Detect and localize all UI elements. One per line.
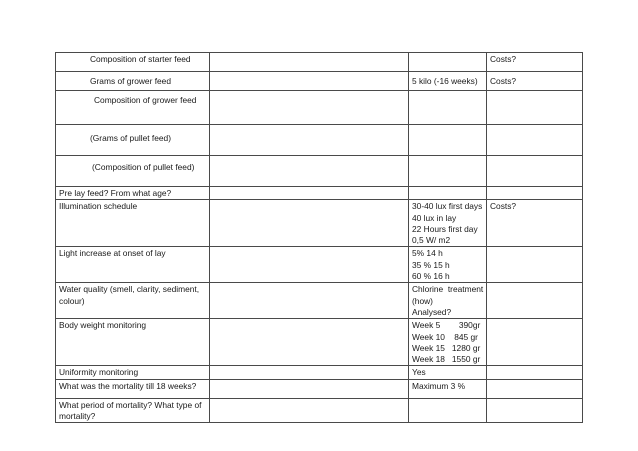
costs-cell <box>487 379 583 398</box>
costs-cell <box>487 247 583 283</box>
value-cell <box>409 200 487 247</box>
row-label: Pre lay feed? From what age? <box>56 187 210 200</box>
value-line: Week 15 1280 gr <box>412 342 481 353</box>
notes-cell <box>210 156 409 187</box>
value-cell <box>409 156 487 187</box>
notes-cell <box>210 283 409 319</box>
costs-cell <box>487 156 583 187</box>
costs-cell: Costs? <box>487 72 583 91</box>
table-row <box>56 319 583 366</box>
value-line: 22 Hours first day <box>412 223 478 234</box>
notes-cell <box>210 53 409 72</box>
document-page <box>55 52 582 423</box>
table-row <box>56 366 583 379</box>
value-line: Analysed? <box>412 306 452 317</box>
costs-cell: Costs? <box>487 200 583 247</box>
table-row <box>56 200 583 247</box>
table-row <box>56 72 583 91</box>
value-cell <box>409 187 487 200</box>
value-line: Week 10 845 gr <box>412 331 478 342</box>
costs-cell <box>487 398 583 423</box>
notes-cell <box>210 398 409 423</box>
value-line: 60 % 16 h <box>412 271 450 282</box>
costs-cell <box>487 125 583 156</box>
table-row <box>56 156 583 187</box>
costs-cell <box>487 283 583 319</box>
row-label: Illumination schedule <box>56 200 210 247</box>
row-label: What was the mortality till 18 weeks? <box>56 379 210 398</box>
value-cell: Yes <box>409 366 487 379</box>
row-label: (Grams of pullet feed) <box>56 125 210 156</box>
notes-cell <box>210 319 409 366</box>
label-line: What period of mortality? What type of <box>59 399 202 410</box>
value-cell: 5 kilo (-16 weeks) <box>409 72 487 91</box>
value-cell <box>409 283 487 319</box>
notes-cell <box>210 187 409 200</box>
costs-cell <box>487 91 583 125</box>
table-row <box>56 91 583 125</box>
value-cell <box>409 247 487 283</box>
row-label: Grams of grower feed <box>56 72 210 91</box>
label-line: colour) <box>59 295 85 306</box>
value-line: Week 18 1550 gr <box>412 354 481 365</box>
row-label: (Composition of pullet feed) <box>56 156 210 187</box>
notes-cell <box>210 200 409 247</box>
row-label: Body weight monitoring <box>56 319 210 366</box>
label-line: mortality? <box>59 411 96 422</box>
value-line: (how) <box>412 295 433 306</box>
notes-cell <box>210 72 409 91</box>
value-line: 35 % 15 h <box>412 259 450 270</box>
value-line: 0,5 W/ m2 <box>412 235 451 246</box>
table-row <box>56 283 583 319</box>
notes-cell <box>210 366 409 379</box>
value-cell <box>409 125 487 156</box>
table-row <box>56 53 583 72</box>
row-label: Light increase at onset of lay <box>56 247 210 283</box>
value-cell <box>409 319 487 366</box>
row-label: Composition of grower feed <box>56 91 210 125</box>
table-row <box>56 398 583 423</box>
notes-cell <box>210 247 409 283</box>
table-row <box>56 125 583 156</box>
notes-cell <box>210 91 409 125</box>
notes-cell <box>210 379 409 398</box>
row-label: Uniformity monitoring <box>56 366 210 379</box>
costs-cell: Costs? <box>487 53 583 72</box>
value-cell <box>409 53 487 72</box>
table-row <box>56 379 583 398</box>
value-line: Week 5 390gr <box>412 320 481 331</box>
poultry-rearing-table <box>55 52 583 423</box>
costs-cell <box>487 319 583 366</box>
value-cell <box>409 398 487 423</box>
costs-cell <box>487 187 583 200</box>
row-label <box>56 283 210 319</box>
value-line: 30-40 lux first days <box>412 201 483 212</box>
value-line: 5% 14 h <box>412 248 443 259</box>
value-cell: Maximum 3 % <box>409 379 487 398</box>
row-label: Composition of starter feed <box>56 53 210 72</box>
table-row <box>56 247 583 283</box>
label-line: Water quality (smell, clarity, sediment, <box>59 284 200 295</box>
value-cell <box>409 91 487 125</box>
value-line: Chlorine treatment <box>412 284 484 295</box>
row-label <box>56 398 210 423</box>
costs-cell <box>487 366 583 379</box>
notes-cell <box>210 125 409 156</box>
table-row <box>56 187 583 200</box>
value-line: 40 lux in lay <box>412 212 457 223</box>
